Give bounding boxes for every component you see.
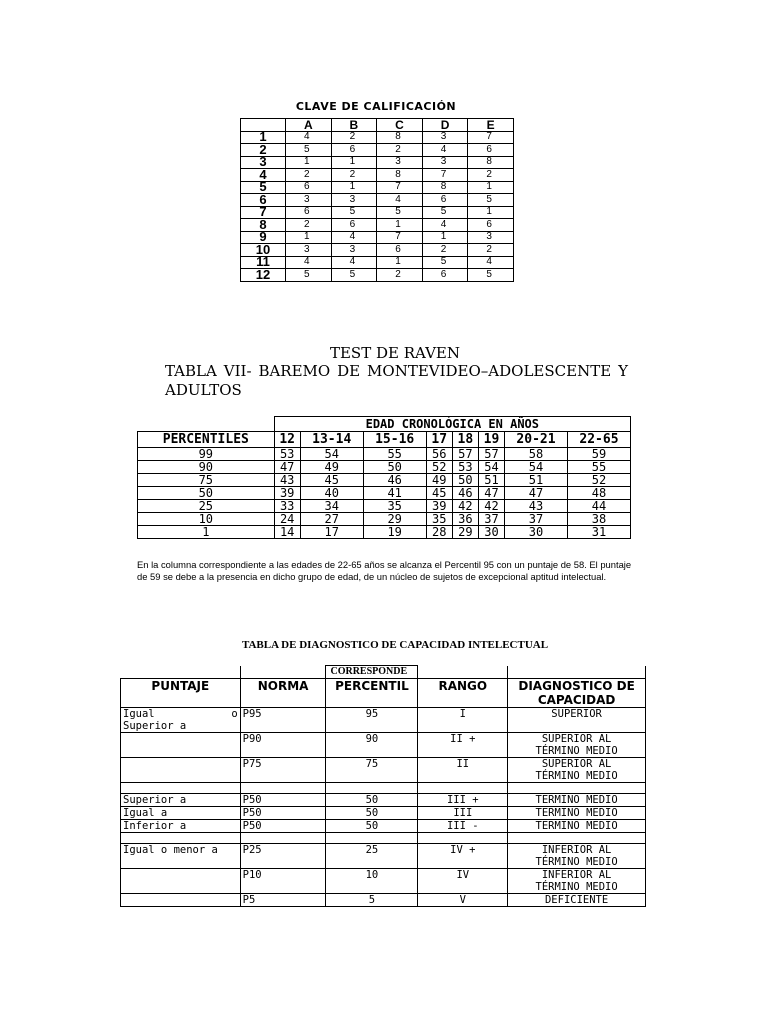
diag-diagnostico: [508, 844, 646, 869]
diag-norma: P75: [240, 758, 326, 783]
baremo-cell: 39: [426, 500, 452, 513]
diag-puntaje: Igual a: [121, 807, 241, 820]
baremo-cell: 37: [505, 513, 568, 526]
diag-rango: I: [418, 708, 508, 733]
diag-percentil: 90: [326, 733, 418, 758]
baremo-cell: 55: [567, 461, 630, 474]
baremo-row: [138, 461, 631, 474]
percentiles-label: PERCENTILES: [138, 432, 275, 448]
diag-diagnostico: [508, 894, 646, 907]
baremo-cell: 47: [478, 487, 504, 500]
baremo-percentile: 1: [138, 526, 275, 539]
clave-cell: 3: [377, 156, 423, 169]
baremo-row: [138, 500, 631, 513]
clave-title: CLAVE DE CALIFICACIÓN: [295, 100, 457, 113]
baremo-age-header: 15-16: [363, 432, 426, 448]
clave-cell: 6: [377, 244, 423, 257]
baremo-cell: 31: [567, 526, 630, 539]
clave-cell: 6: [286, 181, 332, 194]
diag-diagnostico-l2: TÉRMINO MEDIO: [535, 881, 618, 893]
baremo-cell: 45: [300, 474, 363, 487]
clave-cell: 7: [377, 181, 423, 194]
diag-diagnostico: [508, 820, 646, 833]
diag-diagnostico-l1: INFERIOR AL: [541, 844, 612, 856]
diag-puntaje: [121, 894, 241, 907]
baremo-age-header: 13-14: [300, 432, 363, 448]
diag-title: TABLA DE DIAGNOSTICO DE CAPACIDAD INTELECTUAL: [241, 639, 549, 651]
diag-norma: P10: [240, 869, 326, 894]
baremo-cell: 54: [505, 461, 568, 474]
diag-row: [121, 794, 646, 807]
diag-puntaje-line2: Superior a: [123, 720, 187, 732]
clave-cell: 1: [286, 156, 332, 169]
baremo-cell: 14: [274, 526, 300, 539]
diag-header-rango: RANGO: [418, 679, 508, 708]
clave-row-number: 1: [241, 131, 286, 144]
diag-norma: P50: [240, 807, 326, 820]
diag-spacer-cell: [508, 833, 646, 844]
baremo-age-header: 17: [426, 432, 452, 448]
baremo-cell: 51: [478, 474, 504, 487]
baremo-group-header: EDAD CRONOLÓGICA EN AÑOS: [274, 417, 630, 432]
diag-blank-cell: [240, 666, 326, 679]
baremo-cell: 17: [300, 526, 363, 539]
clave-row: [241, 131, 514, 144]
clave-cell: 5: [331, 206, 377, 219]
baremo-cell: 38: [567, 513, 630, 526]
clave-cell: 4: [422, 219, 468, 232]
diag-rango: IV +: [418, 844, 508, 869]
baremo-cell: 52: [426, 461, 452, 474]
diag-rango: V: [418, 894, 508, 907]
diag-diagnostico-l1: TERMINO MEDIO: [535, 794, 618, 806]
clave-cell: 2: [331, 169, 377, 182]
diag-percentil: 50: [326, 820, 418, 833]
clave-table: [240, 118, 514, 282]
diag-norma: P5: [240, 894, 326, 907]
clave-row: [241, 144, 514, 157]
diag-puntaje-line1: [123, 708, 238, 720]
baremo-cell: 34: [300, 500, 363, 513]
diag-percentil: 75: [326, 758, 418, 783]
clave-cell: 8: [377, 169, 423, 182]
clave-row-number: 4: [241, 169, 286, 182]
clave-row: [241, 219, 514, 232]
clave-cell: 3: [286, 194, 332, 207]
clave-cell: 3: [422, 156, 468, 169]
diag-row: [121, 869, 646, 894]
diag-row: [121, 733, 646, 758]
diag-rango: III: [418, 807, 508, 820]
clave-cell: 8: [422, 181, 468, 194]
clave-cell: 6: [286, 206, 332, 219]
diag-puntaje-word: Igual: [123, 708, 155, 720]
clave-cell: 7: [377, 231, 423, 244]
clave-col-header: A: [286, 119, 332, 132]
baremo-age-header: 20-21: [505, 432, 568, 448]
diag-row: [121, 708, 646, 733]
diag-blank-cell: [121, 666, 241, 679]
diag-diagnostico-l2: TÉRMINO MEDIO: [535, 770, 618, 782]
clave-cell: 5: [377, 206, 423, 219]
raven-subtitle-line1: TABLA VII- BAREMO DE MONTEVIDEO–ADOLESCENTE Y: [165, 362, 628, 380]
clave-row-number: 12: [241, 269, 286, 282]
clave-cell: 4: [377, 194, 423, 207]
diag-header-norma: NORMA: [240, 679, 326, 708]
clave-cell: 5: [468, 269, 514, 282]
clave-cell: 8: [377, 131, 423, 144]
diag-blank-cell: [508, 666, 646, 679]
clave-cell: 5: [286, 144, 332, 157]
diag-blank-cell: [418, 666, 508, 679]
diag-row: [121, 807, 646, 820]
clave-cell: 2: [377, 269, 423, 282]
diag-corresponde-row: [121, 666, 646, 679]
baremo-cell: 43: [274, 474, 300, 487]
baremo-cell: 29: [363, 513, 426, 526]
clave-cell: 7: [422, 169, 468, 182]
clave-row-number: 2: [241, 144, 286, 157]
baremo-cell: 30: [505, 526, 568, 539]
clave-header-row: [241, 119, 514, 132]
diag-header-row: [121, 679, 646, 708]
diag-header-puntaje: PUNTAJE: [121, 679, 241, 708]
diag-spacer-cell: [240, 833, 326, 844]
clave-cell: 1: [286, 231, 332, 244]
diag-rango: III -: [418, 820, 508, 833]
baremo-note: En la columna correspondiente a las edades de 22-65 años se alcanza el Percentil 95 con un puntaje de 58. El puntaje de 59 se debe a la presencia en dicho grupo de edad, de un núcleo de sujetos de excepcional aptitud intelectual.: [137, 559, 632, 582]
clave-row: [241, 156, 514, 169]
diag-spacer-cell: [121, 833, 241, 844]
diag-diagnostico-l1: DEFICIENTE: [544, 894, 609, 906]
baremo-cell: 49: [300, 461, 363, 474]
baremo-cell: 37: [478, 513, 504, 526]
diag-diagnostico-l1: SUPERIOR AL: [541, 733, 612, 745]
baremo-cell: 49: [426, 474, 452, 487]
baremo-cell: 19: [363, 526, 426, 539]
diag-diagnostico: [508, 794, 646, 807]
baremo-percentile: 99: [138, 448, 275, 461]
clave-col-header: D: [422, 119, 468, 132]
baremo-cell: 48: [567, 487, 630, 500]
baremo-cell: 44: [567, 500, 630, 513]
diag-spacer-cell: [121, 783, 241, 794]
baremo-header-row: [138, 432, 631, 448]
diag-rango: II +: [418, 733, 508, 758]
diag-puntaje: [121, 708, 241, 733]
diag-norma: P95: [240, 708, 326, 733]
diag-puntaje: [121, 758, 241, 783]
baremo-cell: 47: [505, 487, 568, 500]
diag-spacer-row: [121, 783, 646, 794]
diag-row: [121, 758, 646, 783]
clave-cell: 2: [286, 169, 332, 182]
baremo-cell: 50: [363, 461, 426, 474]
diag-spacer-cell: [418, 783, 508, 794]
clave-cell: 3: [331, 244, 377, 257]
diag-puntaje: [121, 869, 241, 894]
clave-cell: 1: [422, 231, 468, 244]
baremo-table: [137, 416, 631, 539]
diag-header-diagnostico-l2: CAPACIDAD: [537, 693, 616, 707]
clave-cell: 2: [331, 131, 377, 144]
baremo-cell: 59: [567, 448, 630, 461]
baremo-cell: 57: [478, 448, 504, 461]
baremo-cell: 58: [505, 448, 568, 461]
baremo-cell: 53: [274, 448, 300, 461]
baremo-row: [138, 474, 631, 487]
baremo-cell: 33: [274, 500, 300, 513]
diag-row: [121, 894, 646, 907]
baremo-cell: 42: [478, 500, 504, 513]
clave-row-number: 10: [241, 244, 286, 257]
clave-cell: 1: [331, 181, 377, 194]
diag-diagnostico-l1: TERMINO MEDIO: [535, 820, 618, 832]
diag-puntaje: [121, 733, 241, 758]
clave-cell: 2: [286, 219, 332, 232]
baremo-cell: 40: [300, 487, 363, 500]
diag-row: [121, 820, 646, 833]
baremo-cell: 30: [478, 526, 504, 539]
baremo-cell: 53: [452, 461, 478, 474]
baremo-cell: 35: [426, 513, 452, 526]
clave-cell: 4: [468, 256, 514, 269]
diag-diagnostico-l1: TERMINO MEDIO: [535, 807, 618, 819]
clave-cell: 4: [422, 144, 468, 157]
clave-cell: 4: [286, 131, 332, 144]
baremo-cell: 50: [452, 474, 478, 487]
diag-diagnostico-l1: INFERIOR AL: [541, 869, 612, 881]
diag-percentil: 5: [326, 894, 418, 907]
diag-puntaje-word: o: [231, 708, 238, 720]
clave-row-number: 9: [241, 231, 286, 244]
clave-cell: 8: [468, 156, 514, 169]
baremo-row: [138, 526, 631, 539]
diag-spacer-cell: [418, 833, 508, 844]
clave-col-header: C: [377, 119, 423, 132]
clave-cell: 3: [468, 231, 514, 244]
diag-norma: P25: [240, 844, 326, 869]
clave-cell: 6: [422, 194, 468, 207]
clave-cell: 2: [377, 144, 423, 157]
clave-row: [241, 181, 514, 194]
clave-row-number: 7: [241, 206, 286, 219]
diag-diagnostico: [508, 733, 646, 758]
diag-header-percentil: PERCENTIL: [326, 679, 418, 708]
baremo-percentile: 25: [138, 500, 275, 513]
diag-spacer-cell: [326, 783, 418, 794]
clave-cell: 2: [468, 244, 514, 257]
diag-puntaje: Inferior a: [121, 820, 241, 833]
diag-spacer-row: [121, 833, 646, 844]
baremo-cell: 55: [363, 448, 426, 461]
clave-cell: 3: [422, 131, 468, 144]
baremo-cell: 46: [452, 487, 478, 500]
clave-row-number: 8: [241, 219, 286, 232]
diag-norma: P50: [240, 820, 326, 833]
baremo-group-row: [138, 417, 631, 432]
clave-col-header: B: [331, 119, 377, 132]
baremo-cell: 24: [274, 513, 300, 526]
clave-row-number: 3: [241, 156, 286, 169]
clave-cell: 5: [331, 269, 377, 282]
baremo-row: [138, 487, 631, 500]
diag-spacer-cell: [326, 833, 418, 844]
diag-table: [120, 665, 646, 907]
diag-percentil: 50: [326, 807, 418, 820]
clave-row: [241, 256, 514, 269]
diag-percentil: 95: [326, 708, 418, 733]
baremo-row: [138, 513, 631, 526]
clave-cell: 1: [331, 156, 377, 169]
clave-row: [241, 231, 514, 244]
clave-cell: 5: [286, 269, 332, 282]
baremo-cell: 27: [300, 513, 363, 526]
clave-cell: 2: [422, 244, 468, 257]
baremo-cell: 28: [426, 526, 452, 539]
clave-cell: 4: [331, 231, 377, 244]
clave-cell: 6: [331, 144, 377, 157]
clave-cell: 6: [468, 144, 514, 157]
clave-cell: 4: [286, 256, 332, 269]
diag-percentil: 25: [326, 844, 418, 869]
clave-cell: 6: [422, 269, 468, 282]
diag-row: [121, 844, 646, 869]
diag-norma: P90: [240, 733, 326, 758]
baremo-cell: 35: [363, 500, 426, 513]
baremo-cell: 29: [452, 526, 478, 539]
clave-cell: 3: [331, 194, 377, 207]
baremo-age-header: 12: [274, 432, 300, 448]
diag-corresponde: CORRESPONDE: [326, 666, 418, 679]
baremo-cell: 42: [452, 500, 478, 513]
diag-diagnostico: [508, 869, 646, 894]
baremo-age-header: 19: [478, 432, 504, 448]
clave-cell: 3: [286, 244, 332, 257]
diag-rango: III +: [418, 794, 508, 807]
clave-row-number: 11: [241, 256, 286, 269]
clave-cell: 4: [331, 256, 377, 269]
clave-cell: 1: [468, 181, 514, 194]
clave-col-header: E: [468, 119, 514, 132]
clave-cell: 1: [377, 256, 423, 269]
baremo-cell: 39: [274, 487, 300, 500]
diag-diagnostico-l1: SUPERIOR AL: [541, 758, 612, 770]
raven-subtitle-line2: ADULTOS: [165, 381, 242, 399]
clave-cell: 6: [468, 219, 514, 232]
clave-row-number: 5: [241, 181, 286, 194]
baremo-percentile: 90: [138, 461, 275, 474]
diag-percentil: 50: [326, 794, 418, 807]
diag-percentil: 10: [326, 869, 418, 894]
clave-cell: 5: [422, 206, 468, 219]
clave-row: [241, 169, 514, 182]
diag-diagnostico-l2: TÉRMINO MEDIO: [535, 856, 618, 868]
baremo-cell: 52: [567, 474, 630, 487]
baremo-cell: 36: [452, 513, 478, 526]
baremo-cell: 57: [452, 448, 478, 461]
clave-cell: 5: [468, 194, 514, 207]
diag-spacer-cell: [240, 783, 326, 794]
clave-cell: 5: [422, 256, 468, 269]
clave-cell: 1: [468, 206, 514, 219]
clave-cell: 1: [377, 219, 423, 232]
diag-diagnostico: [508, 708, 646, 733]
diag-norma: P50: [240, 794, 326, 807]
baremo-percentile: 50: [138, 487, 275, 500]
baremo-percentile: 10: [138, 513, 275, 526]
diag-rango: IV: [418, 869, 508, 894]
baremo-cell: 45: [426, 487, 452, 500]
baremo-cell: 54: [300, 448, 363, 461]
diag-spacer-cell: [508, 783, 646, 794]
clave-row-number: 6: [241, 194, 286, 207]
clave-row: [241, 244, 514, 257]
diag-puntaje: Superior a: [121, 794, 241, 807]
clave-row: [241, 194, 514, 207]
baremo-age-header: 18: [452, 432, 478, 448]
diag-header-diagnostico: [508, 679, 646, 708]
baremo-corner-cell: [138, 417, 275, 432]
clave-cell: 7: [468, 131, 514, 144]
baremo-cell: 43: [505, 500, 568, 513]
diag-diagnostico-l1: SUPERIOR: [551, 708, 602, 720]
baremo-cell: 47: [274, 461, 300, 474]
clave-row: [241, 206, 514, 219]
baremo-age-header: 22-65: [567, 432, 630, 448]
baremo-cell: 54: [478, 461, 504, 474]
diag-header-diagnostico-l1: DIAGNOSTICO DE: [518, 679, 635, 693]
diag-puntaje: Igual o menor a: [121, 844, 241, 869]
clave-cell: 6: [331, 219, 377, 232]
raven-title: TEST DE RAVEN: [329, 344, 461, 362]
baremo-percentile: 75: [138, 474, 275, 487]
diag-diagnostico: [508, 807, 646, 820]
diag-diagnostico: [508, 758, 646, 783]
clave-cell: 2: [468, 169, 514, 182]
diag-diagnostico-l2: TÉRMINO MEDIO: [535, 745, 618, 757]
baremo-row: [138, 448, 631, 461]
raven-subtitle: [165, 362, 628, 400]
clave-row: [241, 269, 514, 282]
baremo-cell: 56: [426, 448, 452, 461]
baremo-cell: 41: [363, 487, 426, 500]
baremo-cell: 51: [505, 474, 568, 487]
diag-rango: II: [418, 758, 508, 783]
baremo-cell: 46: [363, 474, 426, 487]
